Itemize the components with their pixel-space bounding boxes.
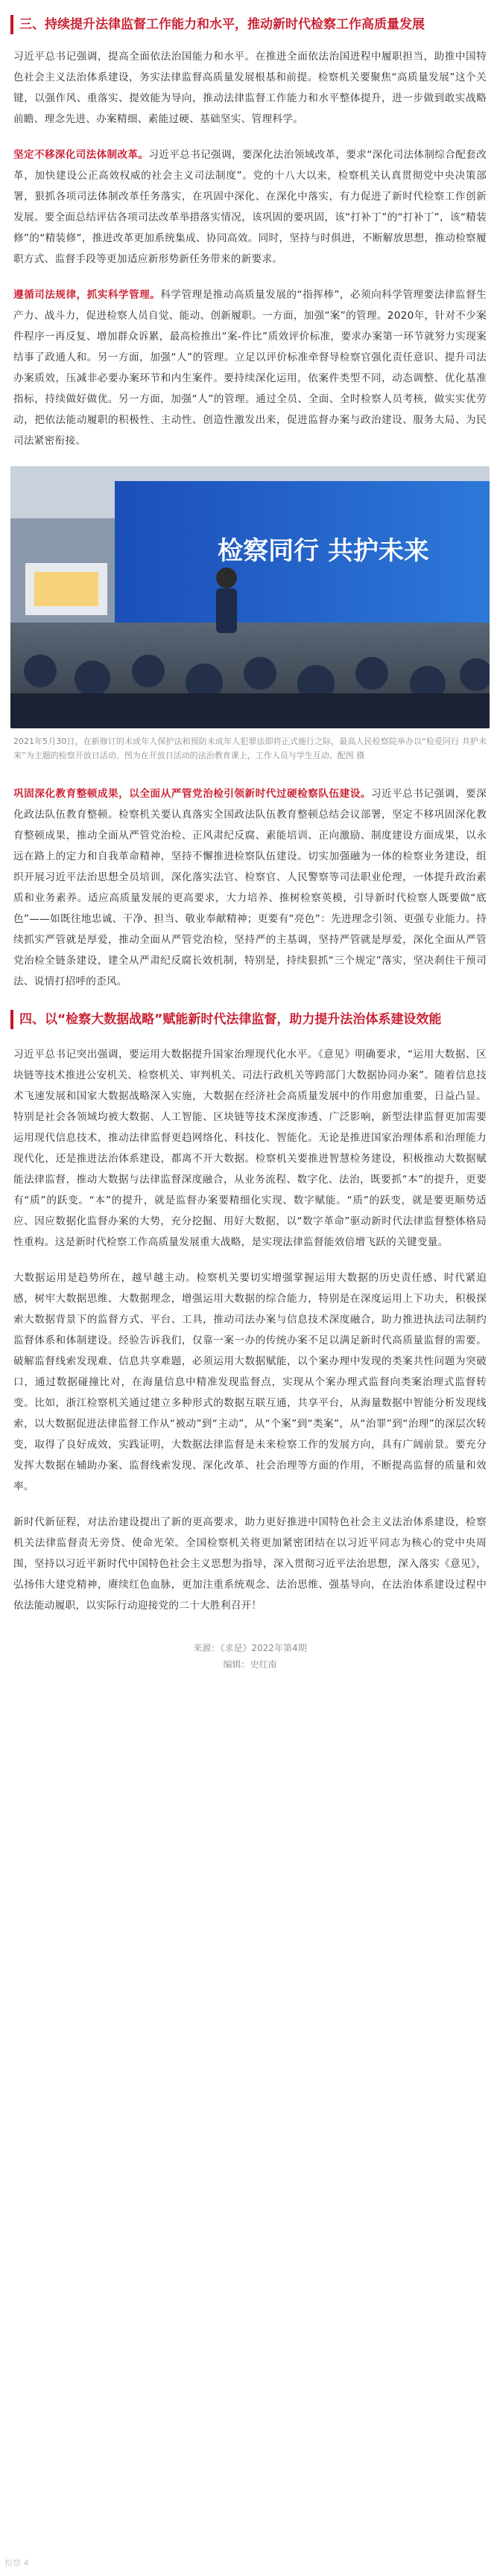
section-4-paragraph-3: 新时代新征程，对法治建设提出了新的更高要求，助力更好推进中国特色社会主义法治体系建设，检察机关法律监督责无旁贷、使命光荣。全国检察机关将更加紧密团结在以习近平同志为核心的党中央周围，坚持以习近平新时代中国特色社会主义思想为指导，深入贯彻习近平法治思想，深入落实《意见》，弘扬伟大建党精神，赓续红色血脉，更加注重系统观念、法治思维、强基导向，在法治体系建设过程中依法能动履职，以实际行动迎接党的二十大胜利召开！ — [13, 1516, 487, 1612]
section-3-paragraph-3 — [13, 783, 487, 992]
corner-watermark: 检察 4 — [4, 2558, 29, 2568]
photo-caption: 2021年5月30日，在新修订的未成年人保护法和预防未成年人犯罪法即将正式施行之际，最高人民检察院举办以“检爱同行 共护未来”为主题的检察开放日活动。图为在开放日活动的法治教育课上，工作人员与学生互动。配图 摄 — [13, 737, 487, 760]
section-3-paragraph-1 — [13, 144, 487, 270]
event-photo — [10, 466, 490, 728]
article-footer — [10, 1640, 490, 1673]
section-3-title: 三、持续提升法律监督工作能力和水平，推动新时代检察工作高质量发展 — [10, 15, 490, 34]
paragraph-lead: 遵循司法规律，抓实科学管理。 — [13, 289, 161, 301]
photo-banner-text: 检察同行 共护未来 — [218, 536, 429, 566]
paragraph-body: 习近平总书记强调，要深化法治领域改革，要求“深化司法体制综合配套改革，加快建设公正高效权威的社会主义司法制度”。党的十八大以来，检察机关认真贯彻党中央决策部署，狠抓各项司法体制改革任务落实，在巩固中深化、在深化中落实，有力促进了新时代检察工作创新发展。要全面总结评估各项司法改革举措落实情况，该巩固的要巩固，该“打补丁”的“打补丁”，该“精装修”的“精装修”，推进改革更加系统集成、协同高效。同时，坚持与时俱进，不断解放思想，推动检察履职方式、监督手段等更加适应新形势新任务带来的新要求。 — [13, 149, 487, 265]
section-4-paragraph-2: 大数据运用是趋势所在，越早越主动。检察机关要切实增强掌握运用大数据的历史责任感、时代紧迫感，树牢大数据思维、大数据理念，增强运用大数据的综合能力，特别是在深度运用上下功夫，积极探索大数据背景下的监督方式、平台、工具，推动司法办案与信息技术深度融合，助力推进执法司法制约监督体系和体制建设。经验告诉我们，仅靠一案一办的传统办案不足以满足新时代高质量监督的需要。破解监督线索发现难、信息共享难题，必须运用大数据赋能，以个案办理中发现的类案共性问题为突破口，通过数据碰撞比对，在海量信息中精准发现监督点，实现从个案办理式监督向类案治理式监督转变。比如，浙江检察机关通过建立多种形式的数据互联互通，共享平台，从海量数据中智能分析发现线索，以大数据促进法律监督工作从“被动”到“主动”，从“个案”到“类案”，从“治罪”到“治理”的深层次转变，取得了良好成效，实践证明，大数据法律监督是未来检察工作的发展方向，具有广阔前景。要充分发挥大数据在辅助办案、监督线索发现、深化改革、社会治理等方面的作用，不断提高监督的质量和效率。 — [13, 1272, 487, 1492]
paragraph-body: 科学管理是推动高质量发展的“指挥棒”，必须向科学管理要法律监督生产力、战斗力，促进检察人员自觉、能动、创新履职。一方面，加强“案”的管理。2020年，针对不少案件程序一再反复、增加群众诉累，最高检推出“案-件比”质效评价标准，要求办案第一环节就努力实现案结事了政通人和。另一方面，加强“人”的管理。立足以评价标准牵督导检察官强化责任意识、提升司法办案质效，压减非必要办案环节和内生案件。要持续深化运用，依案件类型不同，动态调整、优化基准指标，持续做好做优。另一方面，加强“人”的管理。通过全员、全面、全时检察人员考核，做实实优劳动，把依法能动履职的积极性、主动性、创造性激发出来，促进监督办案与政治建设、服务大局、为民司法紧密衔接。 — [13, 289, 487, 447]
section-4-paragraph-1: 习近平总书记突出强调，要运用大数据提升国家治理现代化水平。《意见》明确要求，“运用大数据、区块链等技术推进公安机关、检察机关、审判机关、司法行政机关等跨部门大数据协同办案”。随着信息技术飞速发展和国家大数据战略深入实施，大数据在经济社会高质量发展中的作用愈加重要，日益凸显。特别是社会各领域均被大数据、人工智能、区块链等技术深度渗透、广泛影响，新型法律监督更加需要运用现代信息技术，推动法律监督更趋网络化、科技化、智能化。无论是推进国家治理体系和治理能力现代化，还是推进法治体系建设，都离不开大数据。检察机关要推进智慧检务建设，积极推动大数据赋能法律监督，推动大数据与法律监督深度融合，从业务流程、数字化、法治，既要抓“本”的提升，更要有“质”的跃变。“本”的提升，就是监督办案要精细化实现、数字赋能。“质”的跃变，就是要更顺势适应、因应数据化监督办案的大势，充分挖掘、用好大数据，以“数字革命”驱动新时代法律监督整体格局性重构。这是新时代检察工作高质量发展重大战略，是实现法律监督能效倍增飞跃的关键变量。 — [13, 1049, 487, 1248]
paragraph-lead: 坚定不移深化司法体制改革。 — [13, 149, 149, 161]
section-3-paragraph-2 — [13, 284, 487, 451]
paragraph-body: 习近平总书记强调，要深化政法队伍教育整顿。检察机关要认真落实全国政法队伍教育整顿总结会议部署，坚定不移巩固深化教育整顿成果，推动全面从严管党治检、正风肃纪反腐、素能培训、正向激励、制度建设方面成果，以永远在路上的定力和自我革命精神，坚持不懈推进检察队伍建设。切实加强融为一体的检察业务建设，组织开展习近平法治思想全员培训，深化落实法官、检察官、人民警察等司法职业伦理，一体提升政治素质和业务素养。适应高质量发展的更高要求，大力培养、推树检察英模，引导新时代检察人既要做“底色”——如既往地忠诚、干净、担当、敬业奉献精神；更要有“亮色”：先进理念引领、更强专业能力。持续抓实严管就是厚爱，推动全面从严管党治检，坚持严的主基调，坚持严管就是厚爱，深化全面从严管党治检全链条建设，建全从严肃纪反腐长效机制，特别是，持续狠抓“三个规定”落实，坚决刹住干预司法、说情打招呼的歪风。 — [13, 788, 487, 988]
editor-line: 编辑：史红南 — [223, 1659, 277, 1670]
paragraph-lead: 巩固深化教育整顿成果，以全面从严管党治检引领新时代过硬检察队伍建设。 — [13, 788, 371, 800]
section-4-title: 四、以“检察大数据战略”赋能新时代法律监督，助力提升法治体系建设效能 — [10, 1010, 490, 1029]
section-3-intro: 习近平总书记强调，提高全面依法治国能力和水平。在推进全面依法治国进程中履职担当，助推中国特色社会主义法治体系建设，务实法律监督高质量发展根基和前提。检察机关要聚焦“高质量发展”这个关键，以强作风、重落实、提效能为导向，推动法律监督工作能力和水平整体提升，进一步做到敢实战略前瞻、理念先进、办案精细、素能过硬、基础坚实、管理科学。 — [13, 51, 487, 125]
source-line: 来源：《求是》2022年第4期 — [193, 1643, 307, 1653]
